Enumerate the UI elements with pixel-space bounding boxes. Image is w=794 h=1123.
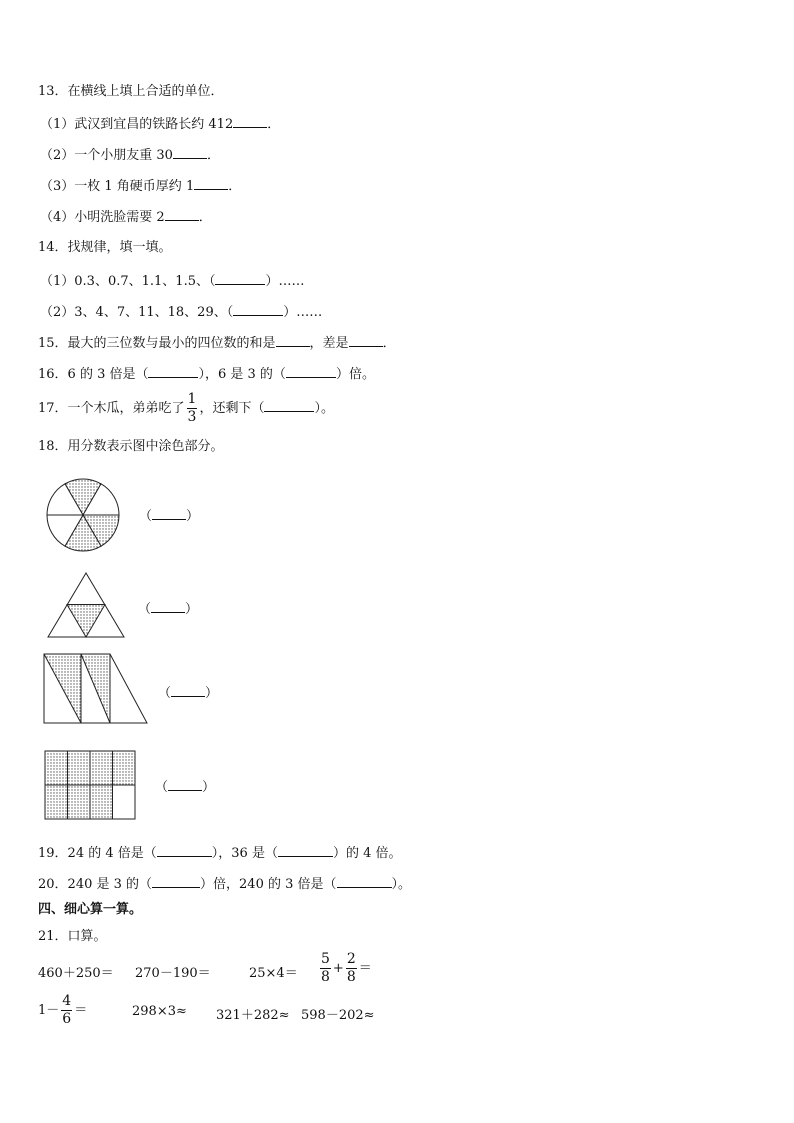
q13-title: 13．在横线上填上合适的单位． [38, 84, 224, 99]
answer-blank[interactable] [152, 507, 186, 520]
q14-item-1: （1）0.3、0.7、1.1、1.5、（ ）…… [40, 274, 305, 289]
parallelogram-figure [43, 653, 149, 725]
q15: 15．最大的三位数与最小的四位数的和是 ，差是 ． [38, 336, 396, 351]
answer-blank[interactable] [194, 177, 228, 190]
answer-blank[interactable] [349, 334, 383, 347]
calc-item-fraction: 1－ $\frac{4}{6}$ ＝ [38, 993, 88, 1027]
triangle-shaded-part [67, 605, 105, 638]
q18-title: 18．用分数表示图中涂色部分。 [38, 439, 224, 454]
calc-item: 270－190＝ [135, 966, 211, 981]
answer-blank[interactable] [264, 399, 314, 412]
calc-item-fraction: $\frac{5}{8}$ + $\frac{2}{8}$ ＝ [321, 951, 372, 985]
answer-blank[interactable] [286, 365, 336, 378]
q19: 19．24 的 4 倍是（ ），36 是（ ）的 4 倍。 [38, 846, 402, 861]
answer-blank[interactable] [233, 115, 267, 128]
grid-figure [44, 750, 136, 820]
grid-cell [113, 785, 136, 819]
fraction: $\frac{4}{6}$ [62, 993, 72, 1027]
triangle-figure [47, 572, 125, 638]
grid-cell [113, 751, 136, 785]
grid-cell [45, 785, 68, 819]
q13-item-3: （3）一枚 1 角硬币厚约 1 ． [40, 179, 242, 194]
q14-title: 14．找规律，填一填。 [38, 240, 172, 255]
answer-blank[interactable] [148, 365, 198, 378]
answer-blank[interactable] [171, 684, 205, 697]
q13-item-1: （1）武汉到宜昌的铁路长约 412 ． [40, 117, 281, 132]
answer-blank[interactable] [151, 600, 185, 613]
grid-cell [68, 751, 91, 785]
q13-item-4: （4）小明洗脸需要 2 ． [40, 210, 212, 225]
answer-blank[interactable] [165, 208, 199, 221]
q14-item-2: （2）3、4、7、11、18、29、（ ）…… [40, 305, 323, 320]
calc-item: 598－202≈ [301, 1008, 375, 1023]
grid-answer: （ ） [155, 780, 216, 795]
q20: 20．240 是 3 的（ ）倍，240 的 3 倍是（ ）。 [38, 877, 412, 892]
q16: 16．6 的 3 倍是（ ），6 是 3 的（ ）倍。 [38, 367, 375, 382]
answer-blank[interactable] [215, 272, 265, 285]
answer-blank[interactable] [278, 844, 333, 857]
answer-blank[interactable] [168, 778, 202, 791]
answer-blank[interactable] [337, 875, 392, 888]
fraction: $\frac{1}{3}$ [187, 391, 197, 425]
parallelogram-answer: （ ） [158, 686, 219, 701]
answer-blank[interactable] [276, 334, 310, 347]
q13-item-2: （2）一个小朋友重 30 ． [40, 148, 220, 163]
answer-blank[interactable] [152, 875, 200, 888]
q21-title: 21．口算。 [38, 929, 107, 944]
triangle-answer: （ ） [138, 602, 199, 617]
grid-cell [90, 785, 113, 819]
grid-cell [68, 785, 91, 819]
calc-item: 25×4＝ [249, 966, 298, 981]
answer-blank[interactable] [173, 146, 207, 159]
calc-item: 298×3≈ [132, 1004, 187, 1019]
grid-cell [45, 751, 68, 785]
circle-answer: （ ） [139, 509, 200, 524]
grid-cell [90, 751, 113, 785]
calc-item: 321＋282≈ [216, 1008, 290, 1023]
fraction: $\frac{2}{8}$ [346, 951, 356, 985]
calc-item: 460＋250＝ [38, 966, 114, 981]
answer-blank[interactable] [233, 303, 283, 316]
q17: 17．一个木瓜，弟弟吃了 $\frac{1}{3}$ ，还剩下（ ）。 [38, 391, 334, 425]
section-heading: 四、细心算一算。 [38, 902, 143, 917]
answer-blank[interactable] [157, 844, 212, 857]
circle-figure [45, 477, 121, 553]
fraction: $\frac{5}{8}$ [321, 951, 330, 985]
